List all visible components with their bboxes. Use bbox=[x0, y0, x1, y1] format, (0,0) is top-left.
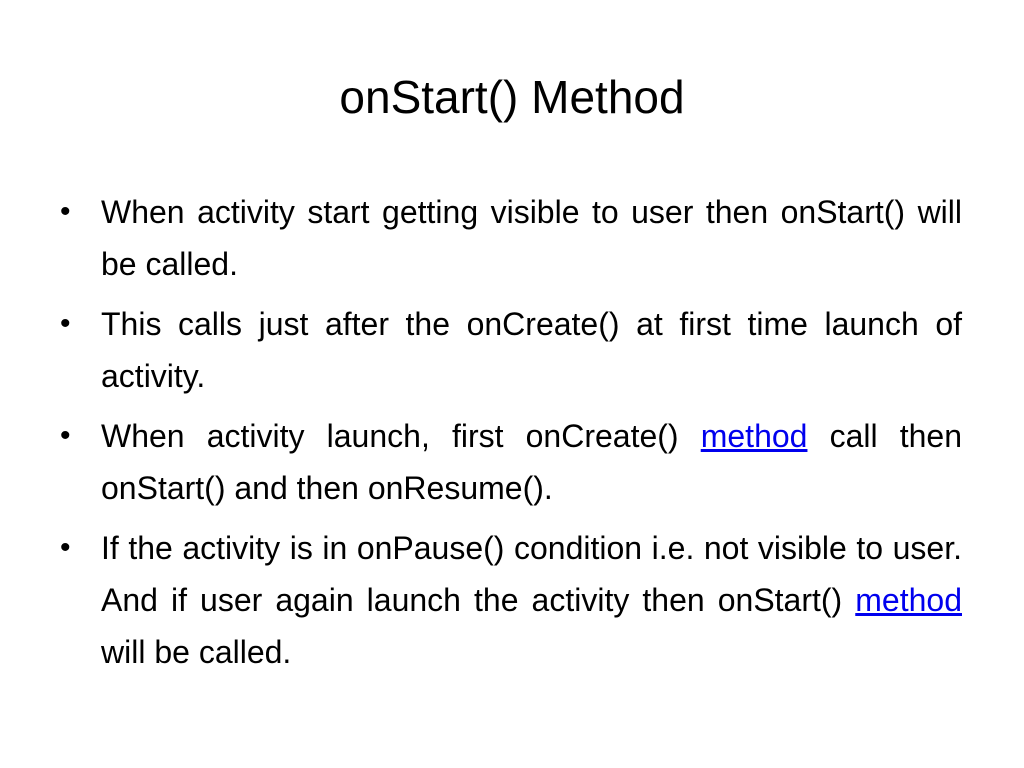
bullet-icon: • bbox=[60, 419, 71, 452]
bullet-icon: • bbox=[60, 195, 71, 228]
method-link[interactable]: method bbox=[700, 418, 808, 454]
bullet-text: When activity start getting visible to user then onStart() will be called. bbox=[101, 194, 962, 282]
bullet-list bbox=[60, 186, 962, 686]
bullet-item-2 bbox=[60, 298, 962, 402]
bullet-text-after: call then onStart() and then onResume(). bbox=[101, 418, 963, 506]
bullet-text-after: will be called. bbox=[101, 634, 292, 670]
bullet-item-1 bbox=[60, 186, 962, 290]
method-link[interactable]: method bbox=[855, 582, 962, 618]
bullet-icon: • bbox=[60, 531, 71, 564]
bullet-text: This calls just after the onCreate() at first time launch of activity. bbox=[101, 306, 962, 394]
bullet-item-3 bbox=[60, 410, 962, 514]
bullet-item-4 bbox=[60, 522, 962, 678]
bullet-icon: • bbox=[60, 307, 71, 340]
bullet-text-before: When activity launch, first onCreate() bbox=[101, 418, 701, 454]
bullet-text-before: If the activity is in onPause() condition i.e. not visible to user. And if user again launch the activity then onStart() bbox=[101, 530, 962, 618]
slide-title: onStart() Method bbox=[339, 71, 685, 123]
